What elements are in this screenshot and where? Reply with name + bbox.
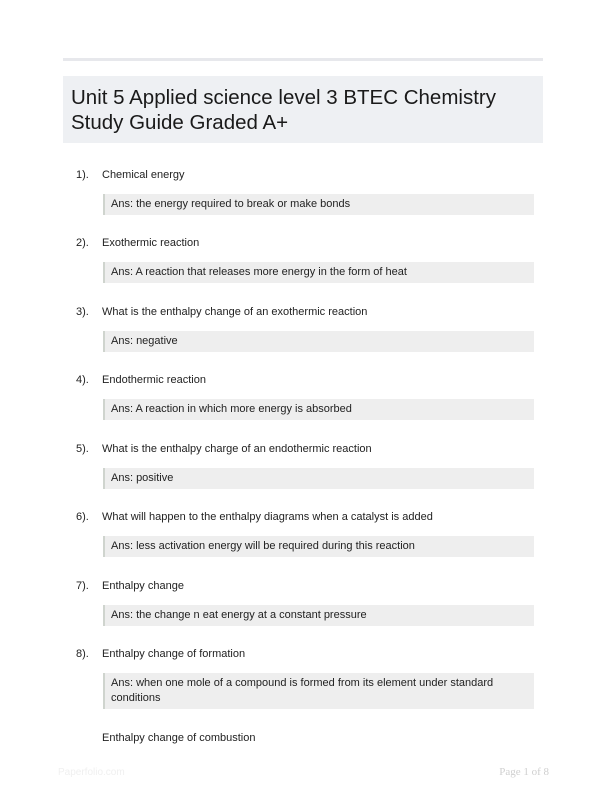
question-number: 8). bbox=[76, 648, 89, 660]
answer-box: Ans: A reaction in which more energy is absorbed bbox=[103, 399, 534, 420]
answer-box: Ans: the change n eat energy at a constant pressure bbox=[103, 605, 534, 626]
question-text: Chemical energy bbox=[102, 169, 185, 181]
question-number: 1). bbox=[76, 169, 89, 181]
question-text: What is the enthalpy change of an exothermic reaction bbox=[102, 306, 368, 318]
answer-box: Ans: less activation energy will be required during this reaction bbox=[103, 536, 534, 557]
question-text: Enthalpy change of formation bbox=[102, 648, 246, 660]
answer-box: Ans: when one mole of a compound is formed from its element under standard conditions bbox=[103, 673, 534, 709]
footer-watermark: Paperfolio.com bbox=[58, 767, 125, 778]
question-number: 2). bbox=[76, 237, 89, 249]
question-number: 6). bbox=[76, 511, 89, 523]
question-text: Enthalpy change of combustion bbox=[102, 732, 256, 744]
document-title: Unit 5 Applied science level 3 BTEC Chemistry Study Guide Graded A+ bbox=[71, 86, 496, 134]
question-text: Enthalpy change bbox=[102, 580, 184, 592]
question-number: 5). bbox=[76, 443, 89, 455]
title-banner bbox=[63, 76, 543, 143]
question-number: 7). bbox=[76, 580, 89, 592]
top-divider bbox=[63, 58, 543, 61]
answer-box: Ans: A reaction that releases more energy in the form of heat bbox=[103, 262, 534, 283]
question-number: 4). bbox=[76, 374, 89, 386]
answer-box: Ans: negative bbox=[103, 331, 534, 352]
page-number: Page 1 of 8 bbox=[499, 766, 549, 778]
question-text: What is the enthalpy charge of an endothermic reaction bbox=[102, 443, 372, 455]
question-text: Exothermic reaction bbox=[102, 237, 200, 249]
question-number: 3). bbox=[76, 306, 89, 318]
answer-box: Ans: the energy required to break or make bonds bbox=[103, 194, 534, 215]
answer-box: Ans: positive bbox=[103, 468, 534, 489]
question-text: Endothermic reaction bbox=[102, 374, 206, 386]
question-text: What will happen to the enthalpy diagrams when a catalyst is added bbox=[102, 511, 433, 523]
